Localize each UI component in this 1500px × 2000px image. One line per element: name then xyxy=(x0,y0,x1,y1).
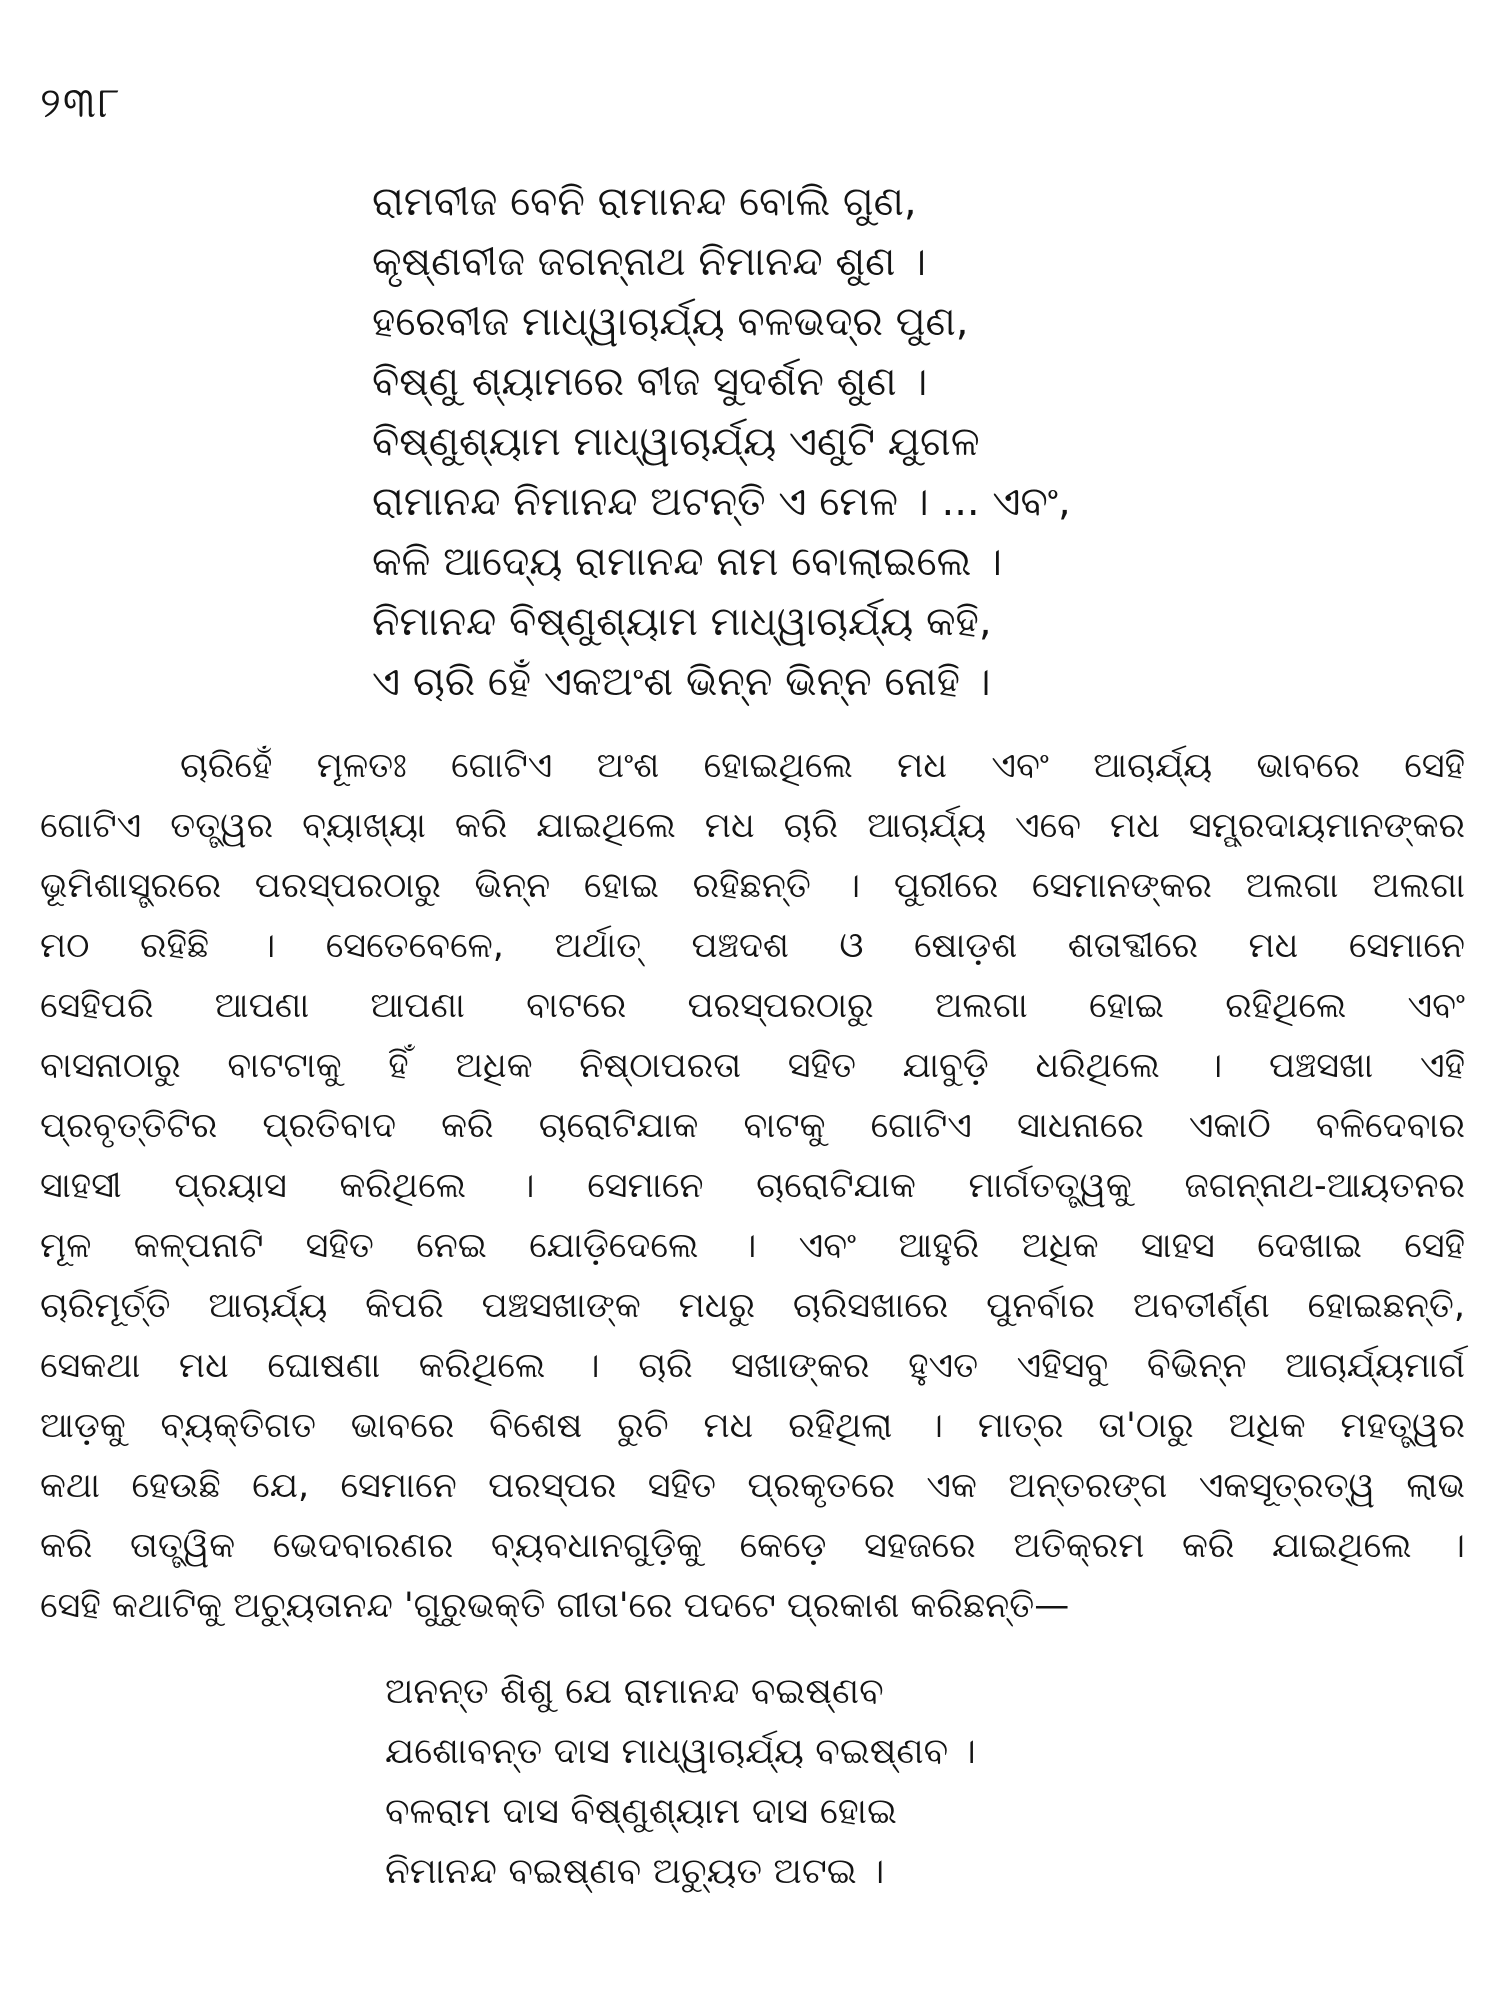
verse-line: ଯଶୋବନ୍ତ ଦାସ ମାଧ୍ୱାଚାର୍ଯ୍ୟ ବଇଷ୍ଣବ । xyxy=(385,1731,976,1772)
prose-line: ଗୋଟିଏ ତତ୍ତ୍ୱର ବ୍ୟାଖ୍ୟା କରି ଯାଇଥିଲେ ମଧ ଚାରି ଆଚାର୍ଯ୍ୟ ଏବେ ମଧ ସମ୍ପ୍ରଦାୟମାନଙ୍କର xyxy=(40,806,1465,846)
prose-line: କଥା ହେଉଛି ଯେ, ସେମାନେ ପରସ୍ପର ସହିତ ପ୍ରକୃତରେ ଏକ ଅନ୍ତରଙ୍ଗ ଏକସୂତ୍ରତ୍ୱ ଲାଭ xyxy=(40,1466,1465,1506)
prose-line: ସେକଥା ମଧ ଘୋଷଣା କରିଥିଲେ । ଚାରି ସଖାଙ୍କର ହୁଏତ ଏହିସବୁ ବିଭିନ୍ନ ଆଚାର୍ଯ୍ୟମାର୍ଗ xyxy=(40,1346,1465,1386)
verse-line: ରାମବୀଜ ବେନି ରାମାନନ୍ଦ ବୋଲି ଗୁଣ, xyxy=(372,179,917,225)
prose-paragraph xyxy=(40,736,1465,1636)
verse-line: କୃଷ୍ଣବୀଜ ଜଗନ୍ନାଥ ନିମାନନ୍ଦ ଶୁଣ । xyxy=(372,239,927,285)
prose-line: ପ୍ରବୃତ୍ତିଟିର ପ୍ରତିବାଦ କରି ଚାରୋଟିଯାକ ବାଟକୁ ଗୋଟିଏ ସାଧନାରେ ଏକାଠି ବଳିଦେବାର xyxy=(40,1106,1465,1146)
prose-line: ଚାରିମୂର୍ତ୍ତି ଆଚାର୍ଯ୍ୟ କିପରି ପଞ୍ଚସଖାଙ୍କ ମଧରୁ ଚାରିସଖାରେ ପୁନର୍ବାର ଅବତୀର୍ଣ୍ଣ ହୋଇଛନ୍ତି, xyxy=(40,1286,1465,1326)
prose-line: କରି ତାତ୍ତ୍ୱିକ ଭେଦବାରଣର ବ୍ୟବଧାନଗୁଡ଼ିକୁ କେଡ଼େ ସହଜରେ ଅତିକ୍ରମ କରି ଯାଇଥିଲେ । xyxy=(40,1526,1465,1566)
verse-line: କଳି ଆଦ୍ୟେ ରାମାନନ୍ଦ ନାମ ବୋଲାଇଲେ । xyxy=(372,539,1003,585)
prose-line: ମଠ ରହିଛି । ସେତେବେଳେ, ଅର୍ଥାତ୍ ପଞ୍ଚଦଶ ଓ ଷୋଡ଼ଶ ଶତାବ୍ଦୀରେ ମଧ ସେମାନେ xyxy=(40,926,1465,966)
prose-line: ଚାରିହେଁ ମୂଳତଃ ଗୋଟିଏ ଅଂଶ ହୋଇଥିଲେ ମଧ ଏବଂ ଆଚାର୍ଯ୍ୟ ଭାବରେ ସେହି xyxy=(180,746,1465,786)
prose-line: ଆଡ଼କୁ ବ୍ୟକ୍ତିଗତ ଭାବରେ ବିଶେଷ ରୁଚି ମଧ ରହିଥିଲା । ମାତ୍ର ତା'ଠାରୁ ଅଧିକ ମହତ୍ତ୍ୱର xyxy=(40,1406,1465,1446)
prose-line: ସେହି କଥାଟିକୁ ଅଚ୍ୟୁତାନନ୍ଦ 'ଗୁରୁଭକ୍ତି ଗୀତା'ରେ ପଦଟେ ପ୍ରକାଶ କରିଛନ୍ତି— xyxy=(40,1586,1070,1626)
verse-line: ହରେବୀଜ ମାଧ୍ୱାଚାର୍ଯ୍ୟ ବଳଭଦ୍ର ପୁଣ, xyxy=(372,299,969,345)
verse-line: ଏ ଚାରି ହେଁ ଏକଅଂଶ ଭିନ୍ନ ଭିନ୍ନ ନୋହି । xyxy=(372,659,991,705)
prose-line: ଭୂମିଶାସ୍ତ୍ରରେ ପରସ୍ପରଠାରୁ ଭିନ୍ନ ହୋଇ ରହିଛନ୍ତି । ପୁରୀରେ ସେମାନଙ୍କର ଅଲଗା ଅଲଗା xyxy=(40,866,1465,906)
prose-line: ସାହସୀ ପ୍ରୟାସ କରିଥିଲେ । ସେମାନେ ଚାରୋଟିଯାକ ମାର୍ଗତତ୍ତ୍ୱକୁ ଜଗନ୍ନାଥ-ଆୟତନର xyxy=(40,1166,1465,1206)
verse-line: ବିଷ୍ଣୁ ଶ୍ୟାମରେ ବୀଜ ସୁଦର୍ଶନ ଶୁଣ । xyxy=(372,359,928,405)
prose-line: ବାସନାଠାରୁ ବାଟଟାକୁ ହିଁ ଅଧିକ ନିଷ୍ଠାପରତା ସହିତ ଯାବୁଡ଼ି ଧରିଥିଲେ । ପଞ୍ଚସଖା ଏହି xyxy=(40,1046,1465,1086)
verse-line: ବଳରାମ ଦାସ ବିଷ୍ଣୁଶ୍ୟାମ ଦାସ ହୋଇ xyxy=(385,1791,897,1832)
verse-line: ବିଷ୍ଣୁଶ୍ୟାମ ମାଧ୍ୱାଚାର୍ଯ୍ୟ ଏଣୁଟି ଯୁଗଳ xyxy=(372,419,980,465)
verse-block-1 xyxy=(372,172,1071,712)
verse-line: ଅନନ୍ତ ଶିଶୁ ଯେ ରାମାନନ୍ଦ ବଇଷ୍ଣବ xyxy=(385,1671,884,1712)
prose-line: ସେହିପରି ଆପଣା ଆପଣା ବାଟରେ ପରସ୍ପରଠାରୁ ଅଲଗା ହୋଇ ରହିଥିଲେ ଏବଂ xyxy=(40,986,1465,1026)
page-number: ୨୩୮ xyxy=(40,78,122,127)
prose-line: ମୂଳ କଳ୍ପନାଟି ସହିତ ନେଇ ଯୋଡ଼ିଦେଲେ । ଏବଂ ଆହୁରି ଅଧିକ ସାହସ ଦେଖାଇ ସେହି xyxy=(40,1226,1465,1266)
verse-block-2 xyxy=(385,1662,976,1902)
verse-line: ରାମାନନ୍ଦ ନିମାନନ୍ଦ ଅଟନ୍ତି ଏ ମେଳ । ... ଏବଂ, xyxy=(372,479,1071,525)
verse-line: ନିମାନନ୍ଦ ବଇଷ୍ଣବ ଅଚ୍ୟୁତ ଅଟଇ । xyxy=(385,1851,885,1892)
verse-line: ନିମାନନ୍ଦ ବିଷ୍ଣୁଶ୍ୟାମ ମାଧ୍ୱାଚାର୍ଯ୍ୟ କହି, xyxy=(372,599,992,645)
